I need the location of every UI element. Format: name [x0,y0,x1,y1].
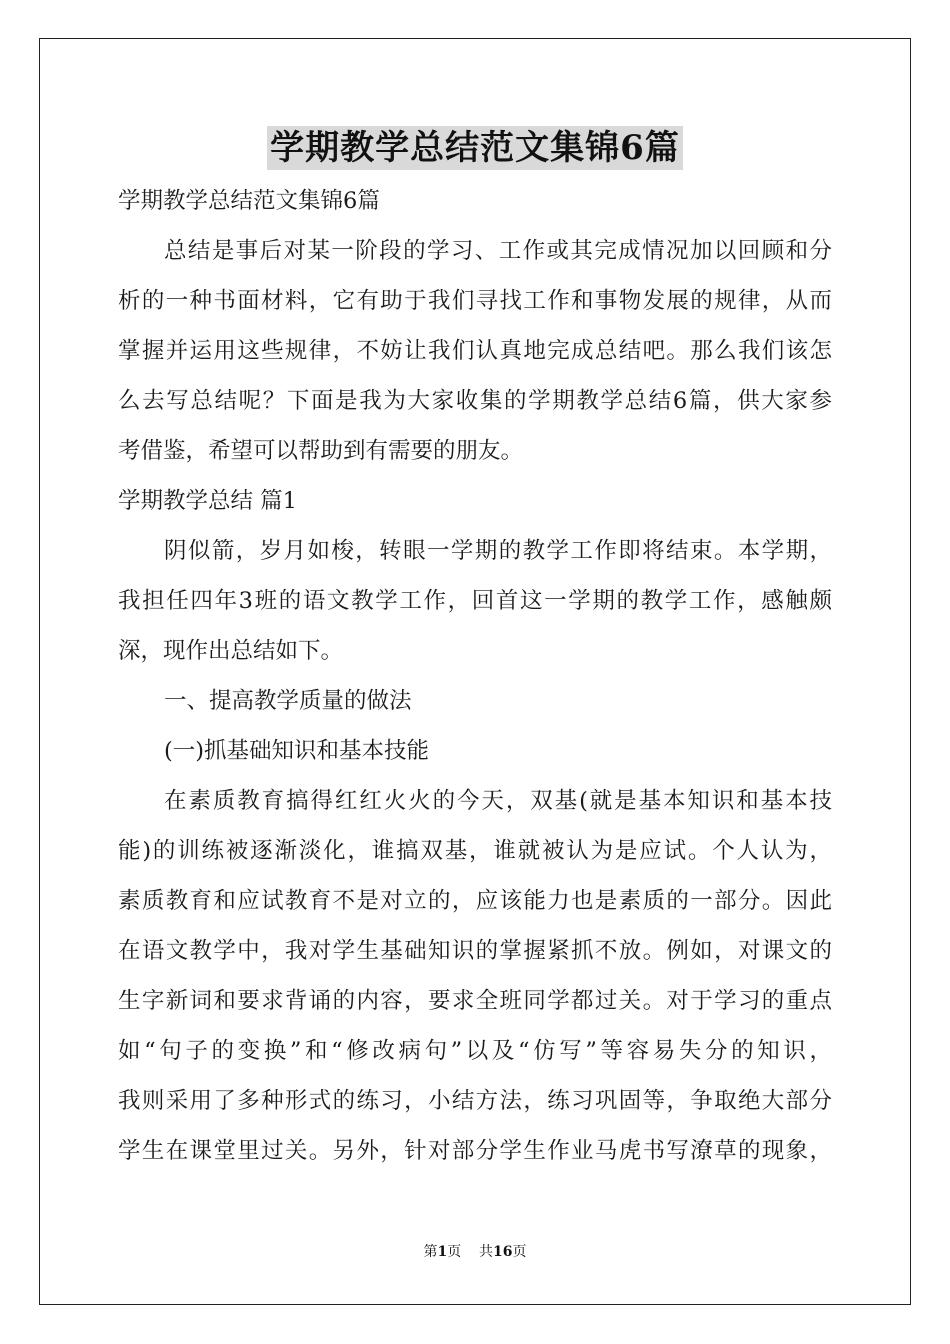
paragraph-line: 我则采用了多种形式的练习，小结方法，练习巩固等，争取绝大部分 [118,1088,832,1114]
subheading: 一、提高教学质量的做法 [164,688,412,714]
paragraph-line: 生字新词和要求背诵的内容，要求全班同学都过关。对于学习的重点 [118,988,832,1014]
footer-total-pages: 16 [493,1244,513,1260]
paragraph-line: 学生在课堂里过关。另外，针对部分学生作业马虎书写潦草的现象， [118,1138,832,1164]
footer-page-number: 1 [437,1244,448,1260]
footer-suffix: 页 [512,1244,527,1260]
footer-mid: 页 共 [447,1244,494,1260]
paragraph-line: 如“句子的变换”和“修改病句”以及“仿写”等容易失分的知识， [118,1038,832,1064]
section-heading: 学期教学总结 篇1 [118,488,297,514]
footer-prefix: 第 [423,1244,438,1260]
paragraph-line: 么去写总结呢？下面是我为大家收集的学期教学总结6篇，供大家参 [118,388,832,414]
paragraph-line: 在语文教学中，我对学生基础知识的掌握紧抓不放。例如，对课文的 [118,938,832,964]
paragraph-line: 素质教育和应试教育不是对立的，应该能力也是素质的一部分。因此 [118,888,832,914]
page-footer [0,1241,950,1261]
paragraph-line: 能)的训练被逐渐淡化，谁搞双基，谁就被认为是应试。个人认为， [118,838,832,864]
document-title: 学期教学总结范文集锦6篇 [267,126,683,170]
paragraph-line: 我担任四年3班的语文教学工作，回首这一学期的教学工作，感触颇 [118,588,832,614]
subheading: (一)抓基础知识和基本技能 [164,738,430,764]
title-block [0,126,950,170]
document-subtitle: 学期教学总结范文集锦6篇 [118,188,380,214]
paragraph-line: 深，现作出总结如下。 [118,638,344,664]
paragraph-line: 考借鉴，希望可以帮助到有需要的朋友。 [118,438,524,464]
paragraph-line: 掌握并运用这些规律，不妨让我们认真地完成总结吧。那么我们该怎 [118,338,832,364]
paragraph-line: 析的一种书面材料，它有助于我们寻找工作和事物发展的规律，从而 [118,288,832,314]
paragraph-line: 阴似箭，岁月如梭，转眼一学期的教学工作即将结束。本学期， [164,538,832,564]
paragraph-line: 在素质教育搞得红红火火的今天，双基(就是基本知识和基本技 [164,788,832,814]
paragraph-line: 总结是事后对某一阶段的学习、工作或其完成情况加以回顾和分 [164,238,832,264]
